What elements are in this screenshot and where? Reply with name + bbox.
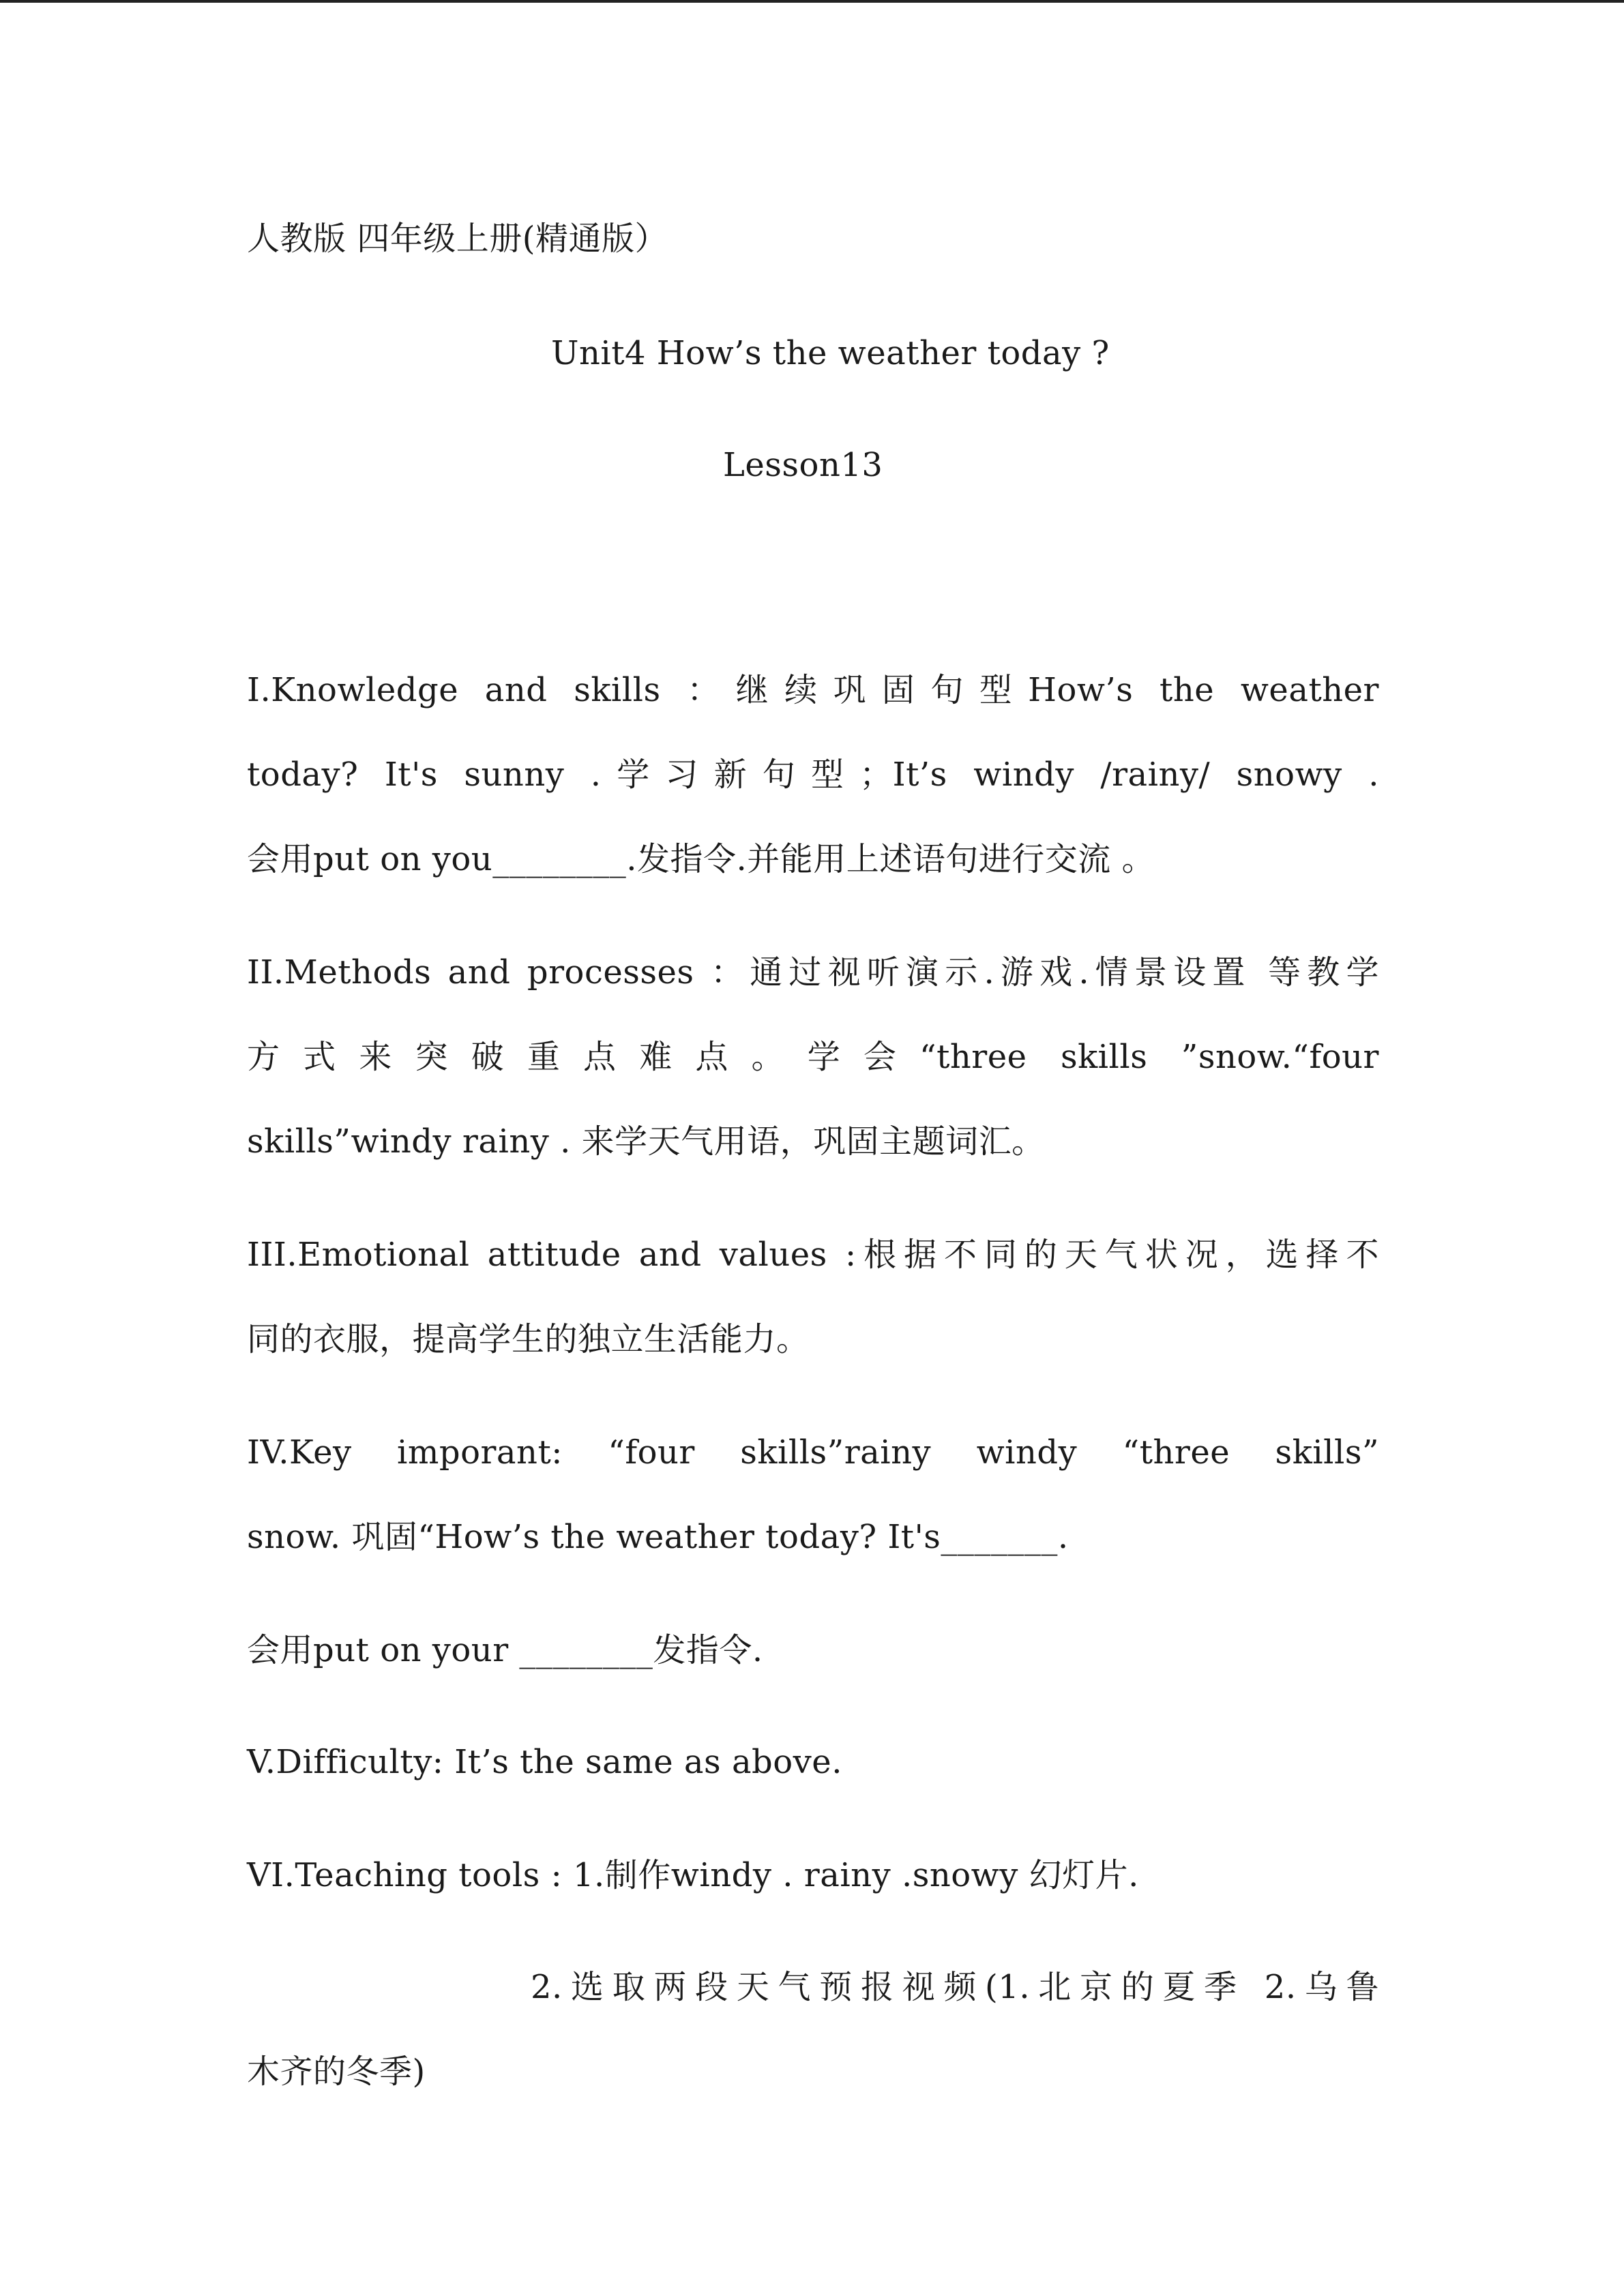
edition-heading: 人教版 四年级上册(精通版） [247,220,668,258]
knowledge-skills-line-1: I.Knowledge and skills ：继续巩固句型How’s the weather [247,671,1379,709]
methods-processes-line-3: skills”windy rainy . 来学天气用语，巩固主题词汇。 [247,1122,1045,1161]
key-important-line-2: snow. 巩固“How’s the weather today? It's_______. [247,1518,1069,1556]
methods-processes-line-1: II.Methods and processes ：通过视听演示.游戏.情景设置 等教学 [247,953,1379,992]
knowledge-skills-line-3: 会用put on you________.发指令.并能用上述语句进行交流 。 [247,840,1155,878]
teaching-tools-line-1: VI.Teaching tools : 1.制作windy . rainy .snowy 幻灯片. [247,1856,1139,1894]
emotional-values-line-1: III.Emotional attitude and values :根据不同的天气状况，选择不 [247,1236,1379,1274]
teaching-tools-line-3: 木齐的冬季) [247,2053,426,2091]
key-important-line-3: 会用put on your ________发指令. [247,1631,763,1669]
emotional-values-line-2: 同的衣服，提高学生的独立生活能力。 [247,1320,810,1358]
top-border-rule [0,0,1624,3]
teaching-tools-line-2: 2.选取两段天气预报视频(1.北京的夏季 2.乌鲁 [531,1968,1379,2006]
methods-processes-line-2: 方式来突破重点难点。学会“three skills ”snow.“four [247,1038,1379,1076]
unit-title: Unit4 How’s the weather today ? [551,334,1110,372]
lesson-title: Lesson13 [723,446,883,484]
knowledge-skills-line-2: today? It's sunny .学习新句型；It’s windy /rainy/ snowy . [247,756,1379,794]
key-important-line-1: IV.Key imporant: “four skills”rainy windy “three skills” [247,1433,1379,1472]
difficulty-line: V.Difficulty: It’s the same as above. [247,1743,842,1781]
